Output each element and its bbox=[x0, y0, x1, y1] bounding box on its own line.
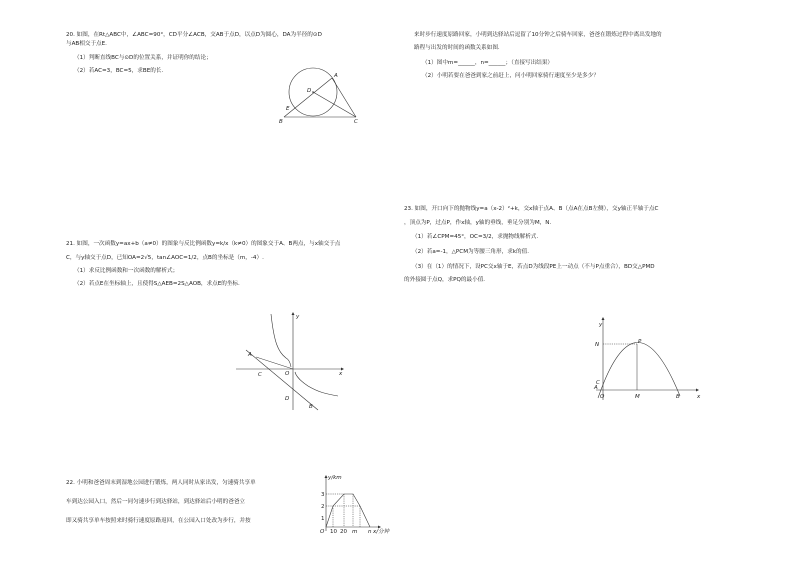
q22-line3: 即又骑共享单车按照来时骑行速度原路返回，在公园入口处改为步行，并按 bbox=[66, 518, 251, 524]
tick-1: 1 bbox=[321, 516, 325, 522]
q23-line1: 23. 如图，开口向下的抛物线y=a（x-2）²+k，交x轴于点A、B（点A在点B左侧），交y轴正半轴于点C bbox=[404, 206, 659, 212]
hyperbola-branch-1 bbox=[271, 314, 291, 367]
label-b: B bbox=[676, 394, 680, 400]
label-b: B bbox=[279, 119, 283, 125]
q22c-line1: 来时步行速度原路回家，小明到达驿站后逗留了10分钟之后骑车回家，爸爸在锻炼过程中离出发地的 bbox=[414, 32, 662, 38]
label-d: D bbox=[307, 88, 312, 94]
q22c-line2: 路程与出发的时间的函数关系如图. bbox=[414, 45, 500, 51]
question-21 bbox=[66, 240, 340, 289]
q23-line2: ，顶点为P，过点P，作x轴，y轴的垂线，垂足分别为M，N. bbox=[404, 220, 552, 226]
tick-10: 10 bbox=[330, 529, 337, 535]
label-a: A bbox=[334, 73, 338, 79]
q20-line1: 20. 如图，在Rt△ABC中，∠ABC=90°，CD平分∠ACB，交AB于点D，以点D为圆心，DA为半径的⊙D bbox=[66, 32, 322, 38]
q20-sub2: （2）若AC=3，BC=5，求BE的长. bbox=[74, 68, 164, 74]
label-b: B bbox=[309, 404, 313, 410]
label-n: N bbox=[595, 342, 600, 348]
label-m: M bbox=[635, 394, 640, 400]
label-e: E bbox=[286, 106, 290, 112]
label-d: D bbox=[285, 396, 290, 402]
label-a: A bbox=[594, 385, 598, 391]
label-c: C bbox=[596, 380, 600, 386]
question-23 bbox=[404, 205, 658, 285]
q23-sub2: （2）若a=-1，△PCM为等腰三角形，求k的值. bbox=[412, 249, 529, 255]
q23-sub1: （1）若∠CPM=45°，OC=3/2，求抛物线解析式. bbox=[412, 234, 539, 240]
question-22-continued bbox=[414, 31, 662, 81]
x-axis-label: x/分钟 bbox=[373, 529, 390, 535]
label-y: y bbox=[599, 322, 603, 328]
q21-sub2: （2）若点E在坐标轴上，且使得S△AEB=2S△AOB，求点E的坐标. bbox=[74, 281, 240, 287]
origin-label: O bbox=[320, 529, 325, 535]
distance-line bbox=[326, 494, 370, 527]
q22-line2: 车到达公园入口，然后一同匀速步行到达驿站，到达驿站后小明的爸爸立 bbox=[66, 499, 246, 505]
q20-sub1: （1）判断直线BC与⊙D的位置关系，并证明你的结论； bbox=[74, 55, 212, 61]
q22-line1: 22. 小明和爸爸周末到湿地公园进行锻炼，两人同时从家出发，匀速骑共享单 bbox=[66, 480, 256, 486]
q22c-sub2: （2）小明若要在爸爸到家之前赶上，问小明回家骑行速度至少是多少？ bbox=[422, 73, 599, 79]
label-c: C bbox=[258, 372, 262, 378]
q21-line2: C，与y轴交于点D，已知OA=2√5，tan∠AOC=1/2，点B的坐标是（m，-4）. bbox=[66, 255, 264, 261]
label-o: O bbox=[285, 371, 290, 377]
q22-figure bbox=[316, 471, 398, 535]
label-c: C bbox=[354, 119, 358, 125]
q21-figure bbox=[236, 312, 346, 412]
q20-line2: 与AB相交于点E. bbox=[66, 41, 107, 47]
q23-sub4: 的外接圆于点Q，求PQ的最小值. bbox=[404, 277, 486, 283]
label-x: x bbox=[339, 371, 343, 377]
tick-n: n bbox=[368, 529, 372, 535]
label-a: A bbox=[248, 352, 252, 358]
label-o: O bbox=[600, 394, 605, 400]
hyperbola-branch-2 bbox=[295, 372, 338, 396]
linear-function bbox=[246, 350, 318, 410]
q23-sub3: （3）在（1）的情况下，设PC交x轴于E，若点D为线段PE上一动点（不与P点重合），BD交△PMD bbox=[412, 264, 655, 270]
question-22 bbox=[66, 479, 256, 526]
q22c-sub1: （1）图中m=______，n=______；（直接写出结果） bbox=[422, 60, 554, 66]
q21-line1: 21. 如图，一次函数y=ax+b（a≠0）的图象与反比例函数y=k/x（k≠0）的图象交于A、B两点，与x轴交于点 bbox=[66, 241, 341, 247]
tick-3: 3 bbox=[321, 492, 325, 498]
tick-2: 2 bbox=[321, 504, 325, 510]
q20-figure bbox=[278, 66, 368, 126]
y-axis-label: y/km bbox=[328, 475, 342, 481]
tick-20: 20 bbox=[340, 529, 347, 535]
parabola bbox=[598, 342, 680, 398]
q21-sub1: （1）求反比例函数和一次函数的解析式； bbox=[74, 268, 179, 274]
label-p: P bbox=[638, 339, 642, 345]
q23-figure bbox=[590, 316, 702, 402]
label-y: y bbox=[296, 314, 300, 320]
label-x: x bbox=[697, 394, 701, 400]
tick-m: m bbox=[352, 529, 358, 535]
